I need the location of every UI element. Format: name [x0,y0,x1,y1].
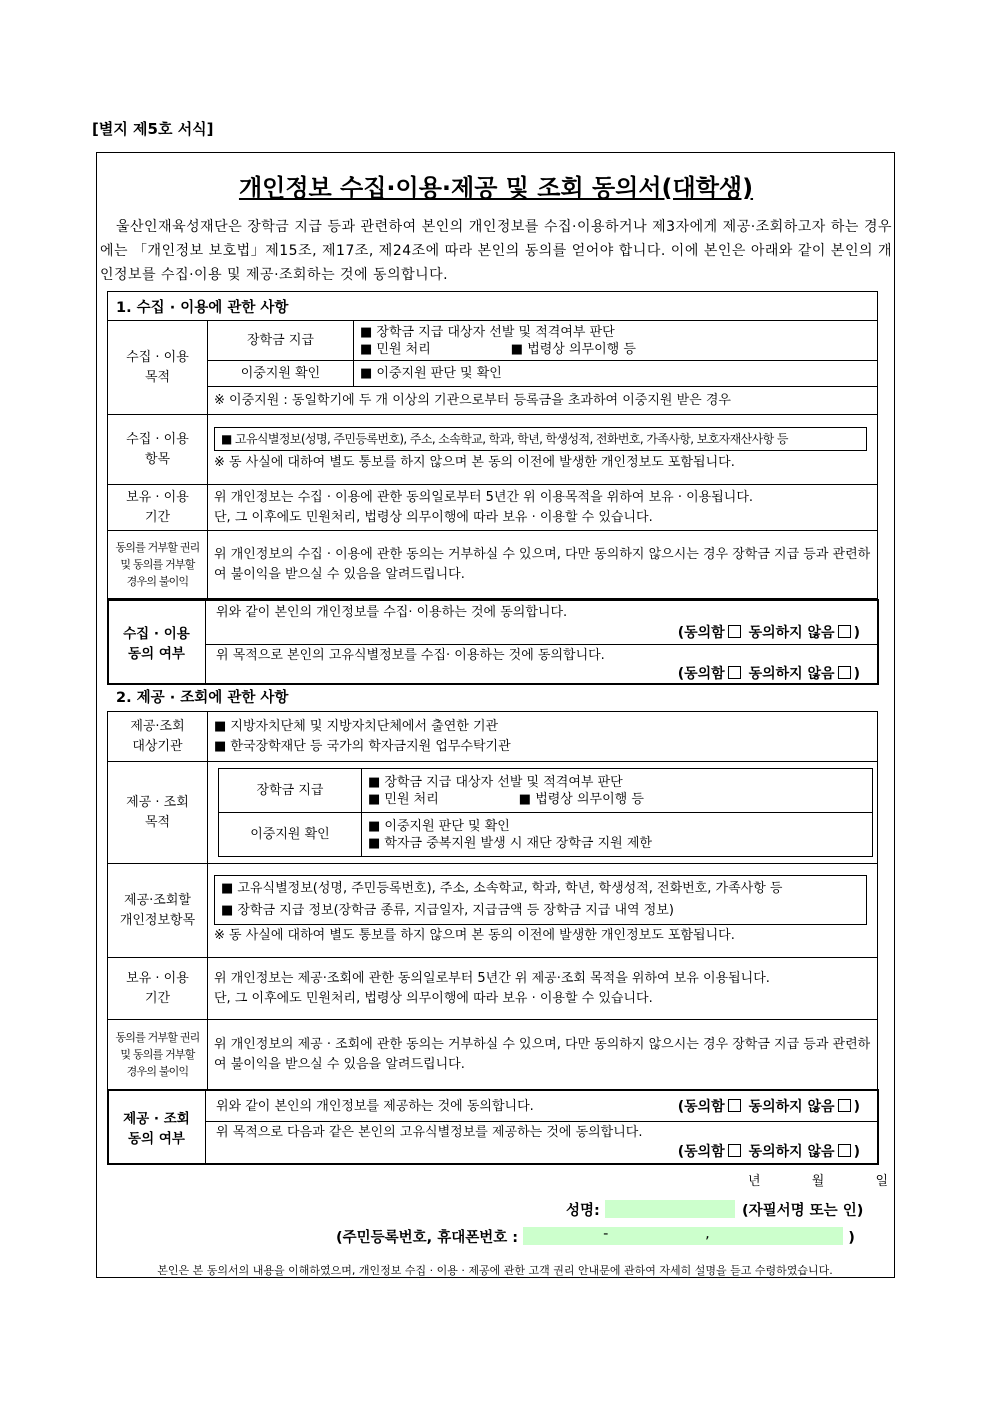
section2-heading: 2. 제공 · 조회에 관한 사항 [116,690,289,706]
s2-refuse-text: 위 개인정보의 제공 · 조회에 관한 동의는 거부하실 수 있으며, 다만 동의하지 않으시는 경우 장학금 지급 등과 관련하여 불이익을 받으실 수 있음을 알려드립니다. [208,1020,878,1090]
s2-consent-check-1 [620,1096,860,1116]
s1-consent-text-2: 위 목적으로 본인의 고유식별정보를 수집· 이용하는 것에 동의합니다. [216,648,605,663]
s2-items-cell [208,864,878,958]
s1-purpose-label: 수집 · 이용 목적 [108,321,208,415]
s2-scholarship-item-1: ■ 장학금 지급 대상자 선발 및 적격여부 판단 [368,774,623,790]
s2-consent-label: 제공 · 조회 동의 여부 [108,1091,206,1163]
s2-scholarship-label: 장학금 지급 [219,769,362,813]
s2-target-cell [208,712,878,762]
s2-period-text-2: 단, 그 이후에도 민원처리, 법령상 의무이행에 따라 보유 · 이용할 수 있습니다. [214,990,653,1006]
section1-heading: 1. 수집 · 이용에 관한 사항 [116,300,289,316]
s2-close-2: ) [853,1144,860,1160]
s2-agree-checkbox-2[interactable] [728,1144,741,1157]
sign-hint: (자필서명 또는 인) [741,1203,864,1219]
s2-refuse-label: 동의를 거부할 권리 및 동의를 거부할 경우의 불이익 [108,1020,208,1090]
s1-scholarship-cell [354,321,878,361]
s1-period-text-2: 단, 그 이후에도 민원처리, 법령상 의무이행에 따라 보유 · 이용할 수 있습니다. [214,509,653,525]
name-label: 성명: [566,1203,600,1219]
s1-consent-check-1 [620,622,860,642]
s2-scholarship-item-row [368,791,866,808]
intro-text: 울산인재육성재단은 장학금 지급 등과 관련하여 본인의 개인정보를 수집·이용하거나 제3자에게 제공·조회하고자 하는 경우에는 「개인정보 보호법」제15조, 제17조, 제24조에 따라 본인의 동의를 얻어야 합니다. 이에 본인은 아래와 같이 본인의 개인정보를 수집·이용 및 제공·조회하는 것에 동의합니다. [100,219,892,283]
s2-scholarship-item-2: ■ 민원 처리 [368,791,439,807]
s2-items-box-1: ■ 고유식별정보(성명, 주민등록번호), 주소, 소속학교, 학과, 학년, 학생성적, 전화번호, 가족사항 등 [221,881,783,896]
s1-disagree-checkbox-2[interactable] [838,666,851,679]
s1-agree-checkbox-1[interactable] [728,625,741,638]
title-text: 개인정보 수집·이용·제공 및 조회 동의서(대학생) [238,174,754,202]
s2-consent-text-2: 위 목적으로 다음과 같은 본인의 고유식별정보를 제공하는 것에 동의합니다. [216,1125,643,1140]
section2-table [107,711,878,1090]
footer-note: 본인은 본 동의서의 내용을 이해하였으며, 개인정보 수집 · 이용 · 제공에 관한 고객 권리 안내문에 관하여 자세히 설명을 듣고 수령하였습니다. [157,1264,833,1277]
s1-consent-label: 수집 · 이용 동의 여부 [108,601,206,683]
s1-consent-check-2 [620,663,860,683]
s2-purpose-inner-table [218,768,873,857]
s1-scholarship-item-3: ■ 법령상 의무이행 등 [510,341,636,357]
s2-close-1: ) [853,1099,860,1115]
s2-disagree-1: 동의하지 않음 [748,1099,835,1115]
s1-agree-2: (동의함 [677,666,725,682]
s1-scholarship-item-2: ■ 민원 처리 [360,341,431,357]
s2-period-label: 보유 · 이용 기간 [108,958,208,1020]
section1-heading-box [107,291,878,320]
date-month: 월 [811,1174,825,1189]
s2-purpose-cell [208,762,878,864]
s1-period-label: 보유 · 이용 기간 [108,485,208,531]
s2-agree-2: (동의함 [677,1144,725,1160]
s1-disagree-checkbox-1[interactable] [838,625,851,638]
name-field[interactable] [605,1200,735,1218]
id-field[interactable] [523,1227,843,1245]
s1-items-note: ※ 동 사실에 대하여 별도 통보를 하지 않으며 본 동의 이전에 발생한 개인정보도 포함됩니다. [214,454,735,470]
s1-dual-note: ※ 이중지원 : 동일학기에 두 개 이상의 기관으로부터 등록금을 초과하여 이중지원 받은 경우 [208,387,878,415]
date-day: 일 [875,1174,888,1189]
s2-dual-item-2: ■ 학자금 중복지원 발생 시 재단 장학금 지원 제한 [368,835,652,851]
s2-agree-1: (동의함 [677,1099,725,1115]
id-label: (주민등록번호, 휴대폰번호 : [336,1230,519,1246]
s1-items-box: ■ 고유식별정보(성명, 주민등록번호), 주소, 소속학교, 학과, 학년, 학생성적, 전화번호, 가족사항, 보호자재산사항 등 [214,427,867,451]
s2-disagree-checkbox-2[interactable] [838,1144,851,1157]
id-comma: , [705,1226,710,1242]
s2-dual-label: 이중지원 확인 [219,813,362,857]
s1-consent-text-1: 위와 같이 본인의 개인정보를 수집· 이용하는 것에 동의합니다. [216,605,568,620]
form-label: [별지 제5호 서식] [92,120,214,138]
intro-paragraph [100,215,892,287]
page-title [0,168,992,203]
s1-refuse-label: 동의를 거부할 권리 및 동의를 거부할 경우의 불이익 [108,531,208,599]
s2-scholarship-cell [362,769,873,813]
s2-agree-checkbox-1[interactable] [728,1099,741,1112]
s1-dual-item: ■ 이중지원 판단 및 확인 [354,361,878,387]
s1-scholarship-label: 장학금 지급 [208,321,354,361]
date-line [748,1170,888,1189]
s1-dual-label: 이중지원 확인 [208,361,354,387]
s1-disagree-2: 동의하지 않음 [748,666,835,682]
s2-scholarship-item-3: ■ 법령상 의무이행 등 [518,791,644,807]
date-year: 년 [748,1174,761,1189]
s1-items-cell [208,415,878,485]
s2-target-item-1: ■ 지방자치단체 및 지방자치단체에서 출연한 기관 [214,718,499,734]
s2-items-note: ※ 동 사실에 대하여 별도 통보를 하지 않으며 본 동의 이전에 발생한 개인정보도 포함됩니다. [214,928,735,943]
s1-close-1: ) [853,625,860,641]
id-dash: - [603,1226,609,1242]
s2-consent-check-2 [620,1141,860,1161]
s2-items-label: 제공·조회할 개인정보항목 [108,864,208,958]
s2-target-item-2: ■ 한국장학재단 등 국가의 학자금지원 업무수탁기관 [214,738,511,754]
s2-items-box-2: ■ 장학금 지급 정보(장학금 종류, 지급일자, 지급금액 등 장학금 지급 내역 정보) [221,903,674,918]
s1-refuse-text: 위 개인정보의 수집 · 이용에 관한 동의는 거부하실 수 있으며, 다만 동의하지 않으시는 경우 장학금 지급 등과 관련하여 불이익을 받으실 수 있음을 알려드립니다. [208,531,878,599]
s1-agree-checkbox-2[interactable] [728,666,741,679]
s2-dual-cell [362,813,873,857]
signature-name-row [566,1199,863,1220]
id-close: ) [848,1230,855,1246]
s1-close-2: ) [853,666,860,682]
s1-scholarship-item-1: ■ 장학금 지급 대상자 선발 및 적격여부 판단 [360,324,615,340]
s1-period-text-1: 위 개인정보는 수집 · 이용에 관한 동의일로부터 5년간 위 이용목적을 위하여 보유 · 이용됩니다. [214,489,754,505]
s2-target-label: 제공·조회 대상기관 [108,712,208,762]
s1-items-label: 수집 · 이용 항목 [108,415,208,485]
s1-agree-1: (동의함 [677,625,725,641]
s2-disagree-checkbox-1[interactable] [838,1099,851,1112]
s2-purpose-label: 제공 · 조회 목적 [108,762,208,864]
s2-period-text-1: 위 개인정보는 제공·조회에 관한 동의일로부터 5년간 위 제공·조회 목적을 위하여 보유 이용됩니다. [214,970,770,986]
s1-disagree-1: 동의하지 않음 [748,625,835,641]
signature-id-row [336,1226,855,1247]
section1-table [107,320,878,599]
s2-consent-text-1: 위와 같이 본인의 개인정보를 제공하는 것에 동의합니다. [216,1099,534,1114]
s2-items-box [214,875,867,925]
s2-period-cell [208,958,878,1020]
s2-disagree-2: 동의하지 않음 [748,1144,835,1160]
s1-scholarship-item-row [360,341,871,358]
s1-period-cell [208,485,878,531]
s2-dual-item-1: ■ 이중지원 판단 및 확인 [368,818,510,834]
